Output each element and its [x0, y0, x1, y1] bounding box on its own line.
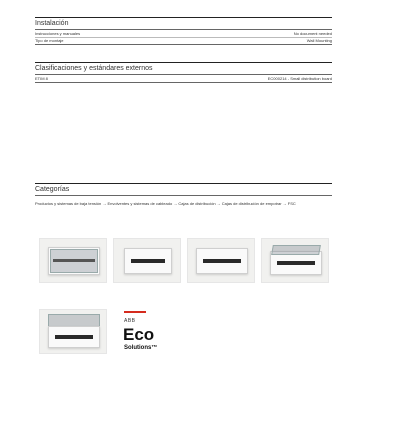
etim-label: ETIM 8	[35, 76, 48, 81]
installation-bottom-rule	[35, 44, 332, 45]
enclosure-open-icon	[124, 248, 172, 274]
classifications-top-rule	[35, 62, 332, 63]
installation-row-manuals	[35, 31, 332, 36]
mounting-label: Tipo de montaje	[35, 38, 64, 43]
categories-rule	[35, 195, 332, 196]
logo-accent-bar	[124, 311, 146, 313]
categories-top-rule	[35, 183, 332, 184]
installation-row-mounting	[35, 38, 332, 43]
installation-title: Instalación	[35, 20, 69, 27]
enclosure-open-icon	[196, 248, 248, 274]
installation-top-rule	[35, 17, 332, 18]
classifications-rule	[35, 74, 332, 75]
mounting-value: Wall Mounting	[306, 38, 332, 43]
product-image-5[interactable]	[39, 309, 107, 354]
enclosure-closed-icon	[48, 247, 100, 275]
manuals-value: No document needed	[293, 31, 332, 36]
product-image-1[interactable]	[39, 238, 107, 283]
classifications-row-etim	[35, 76, 332, 81]
classifications-title: Clasificaciones y estándares externos	[35, 65, 153, 72]
product-image-2[interactable]	[113, 238, 181, 283]
installation-rule	[35, 29, 332, 30]
logo-solutions: Solutions™	[124, 345, 158, 351]
enclosure-lid-open-icon	[48, 326, 100, 348]
classifications-bottom-rule	[35, 82, 332, 83]
category-breadcrumb[interactable]: Productos y sistemas de baja tensión → Envolventes y sistemas de cableado → Cajas de distribución → Cajas de distribución de empotrar → FSC	[35, 201, 296, 206]
manuals-label: Instrucciones y manuales	[35, 31, 81, 36]
product-image-4[interactable]	[261, 238, 329, 283]
logo-eco: Eco	[123, 325, 155, 344]
logo-brand: ABB	[124, 318, 136, 324]
product-image-3[interactable]	[187, 238, 255, 283]
etim-value: EC000214 - Small distribution board	[267, 76, 332, 81]
categories-title: Categorías	[35, 186, 70, 193]
eco-solutions-logo[interactable]	[114, 306, 182, 366]
